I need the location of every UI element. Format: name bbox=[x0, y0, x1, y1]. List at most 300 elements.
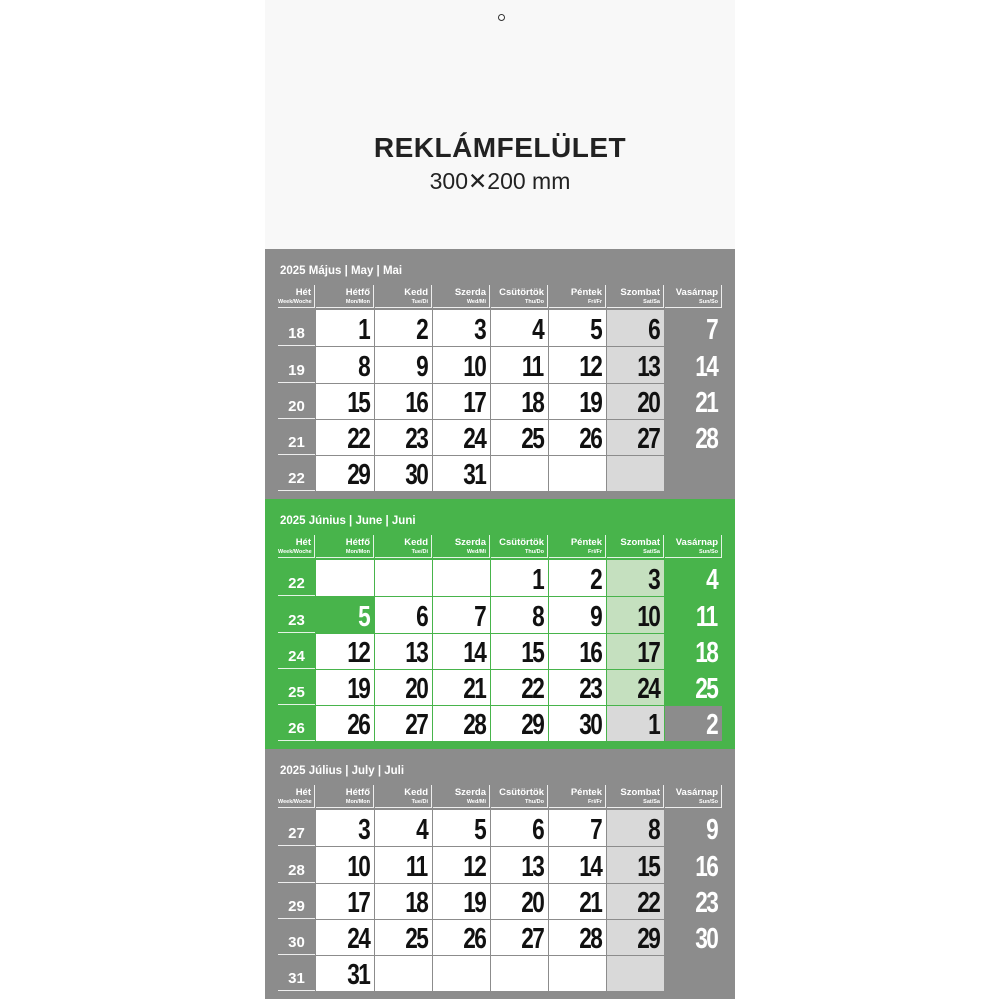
week-number-text: 30 bbox=[288, 934, 305, 951]
day-number: 5 bbox=[589, 314, 601, 346]
day-number: 18 bbox=[520, 387, 543, 419]
weekday-header bbox=[433, 535, 490, 558]
day-cell[interactable] bbox=[665, 347, 722, 383]
day-cell[interactable] bbox=[665, 560, 722, 596]
weekday-name: Vasárnap bbox=[675, 287, 718, 298]
day-cell[interactable] bbox=[316, 810, 374, 846]
weekday-name: Vasárnap bbox=[675, 537, 718, 548]
day-number: 7 bbox=[705, 314, 717, 346]
day-number: 24 bbox=[346, 923, 369, 955]
day-number: 21 bbox=[694, 387, 717, 419]
day-number: 25 bbox=[694, 673, 717, 705]
day-cell[interactable] bbox=[549, 634, 606, 669]
day-cell[interactable] bbox=[433, 884, 490, 919]
week-number-text: 22 bbox=[288, 575, 305, 592]
weekday-subtitle: Fri/Fr bbox=[587, 298, 602, 305]
day-number: 3 bbox=[647, 564, 659, 596]
day-cell[interactable] bbox=[375, 706, 432, 741]
weekday-header bbox=[278, 535, 315, 558]
weekday-name: Kedd bbox=[404, 787, 428, 798]
hanger-hole bbox=[498, 14, 505, 21]
day-cell[interactable] bbox=[491, 956, 548, 991]
day-cell[interactable] bbox=[665, 956, 722, 991]
day-number: 17 bbox=[462, 387, 485, 419]
day-number: 2 bbox=[589, 564, 601, 596]
week-number-text: 19 bbox=[288, 362, 305, 379]
day-cell[interactable] bbox=[665, 810, 722, 846]
advertising-panel bbox=[265, 0, 735, 249]
day-number: 18 bbox=[404, 887, 427, 919]
weekday-name: Szombat bbox=[620, 787, 660, 798]
day-cell[interactable] bbox=[549, 384, 606, 419]
weekday-name: Kedd bbox=[404, 537, 428, 548]
day-cell[interactable] bbox=[375, 456, 432, 491]
day-cell[interactable] bbox=[491, 456, 548, 491]
week-number bbox=[278, 847, 315, 883]
day-cell[interactable] bbox=[491, 706, 548, 741]
day-cell[interactable] bbox=[607, 560, 664, 596]
day-cell[interactable] bbox=[316, 706, 374, 741]
weekday-name: Szerda bbox=[454, 287, 486, 298]
day-cell[interactable] bbox=[607, 384, 664, 419]
day-cell[interactable] bbox=[433, 456, 490, 491]
day-cell[interactable] bbox=[549, 597, 606, 633]
weekday-header bbox=[607, 535, 664, 558]
weekday-subtitle: Wed/Mi bbox=[466, 548, 486, 555]
weekday-subtitle: Mon/Mon bbox=[345, 548, 370, 555]
day-number: 10 bbox=[346, 851, 369, 883]
weekday-header bbox=[607, 285, 664, 308]
day-cell[interactable] bbox=[549, 310, 606, 346]
day-cell[interactable] bbox=[433, 347, 490, 383]
ad-size: 300✕200 mm bbox=[429, 168, 571, 194]
weekday-subtitle: Mon/Mon bbox=[345, 798, 370, 805]
weekday-header bbox=[665, 785, 722, 808]
day-cell[interactable] bbox=[607, 670, 664, 705]
day-number: 27 bbox=[404, 709, 427, 741]
week-number-text: 26 bbox=[288, 720, 305, 737]
month-title: 2025 Június | June | Juni bbox=[280, 515, 416, 527]
day-cell[interactable] bbox=[665, 634, 722, 669]
week-number bbox=[278, 384, 315, 419]
day-cell[interactable] bbox=[491, 810, 548, 846]
ad-title: REKLÁMFELÜLET bbox=[373, 132, 627, 163]
day-number: 30 bbox=[578, 709, 601, 741]
week-number bbox=[278, 597, 315, 633]
day-cell[interactable] bbox=[316, 597, 374, 633]
day-number: 7 bbox=[589, 814, 601, 846]
day-cell[interactable] bbox=[665, 456, 722, 491]
day-number: 16 bbox=[694, 851, 717, 883]
day-number: 17 bbox=[636, 637, 659, 669]
weekday-header bbox=[549, 785, 606, 808]
day-cell[interactable] bbox=[607, 956, 664, 991]
day-number: 11 bbox=[696, 601, 717, 633]
weekday-subtitle: Tue/Di bbox=[411, 548, 428, 555]
weekday-subtitle: Sun/So bbox=[699, 298, 718, 305]
day-number: 21 bbox=[578, 887, 601, 919]
day-cell[interactable] bbox=[665, 920, 722, 955]
day-number: 9 bbox=[705, 814, 717, 846]
day-cell[interactable] bbox=[549, 956, 606, 991]
day-cell[interactable] bbox=[433, 670, 490, 705]
day-number: 22 bbox=[636, 887, 659, 919]
week-number-text: 25 bbox=[288, 684, 305, 701]
day-number: 11 bbox=[406, 851, 427, 883]
day-cell[interactable] bbox=[607, 310, 664, 346]
day-number: 24 bbox=[636, 673, 659, 705]
day-cell[interactable] bbox=[433, 706, 490, 741]
day-number: 26 bbox=[462, 923, 485, 955]
day-cell[interactable] bbox=[665, 670, 722, 705]
day-number: 10 bbox=[462, 351, 485, 383]
day-number: 14 bbox=[578, 851, 601, 883]
day-cell[interactable] bbox=[491, 597, 548, 633]
day-cell[interactable] bbox=[316, 560, 374, 596]
weekday-subtitle: Week/Woche bbox=[278, 798, 312, 805]
weekday-subtitle: Sun/So bbox=[699, 798, 718, 805]
day-number: 2 bbox=[705, 709, 717, 741]
day-cell[interactable] bbox=[665, 847, 722, 883]
day-number: 13 bbox=[520, 851, 543, 883]
day-number: 14 bbox=[694, 351, 717, 383]
day-number: 23 bbox=[694, 887, 717, 919]
day-cell[interactable] bbox=[549, 456, 606, 491]
weekday-subtitle: Tue/Di bbox=[411, 798, 428, 805]
day-cell[interactable] bbox=[433, 420, 490, 455]
weekday-name: Szombat bbox=[620, 537, 660, 548]
day-number: 12 bbox=[578, 351, 601, 383]
day-number: 3 bbox=[357, 814, 369, 846]
weekday-name: Hét bbox=[295, 287, 311, 298]
week-number-text: 29 bbox=[288, 898, 305, 915]
day-number: 13 bbox=[636, 351, 659, 383]
month-title: 2025 Május | May | Mai bbox=[280, 265, 403, 277]
week-number bbox=[278, 456, 315, 491]
day-cell[interactable] bbox=[375, 920, 432, 955]
day-number: 20 bbox=[520, 887, 543, 919]
day-cell[interactable] bbox=[375, 810, 432, 846]
day-number: 16 bbox=[578, 637, 601, 669]
day-cell[interactable] bbox=[549, 347, 606, 383]
weekday-header bbox=[433, 785, 490, 808]
day-number: 24 bbox=[462, 423, 485, 455]
weekday-subtitle: Fri/Fr bbox=[587, 548, 602, 555]
week-number-text: 27 bbox=[288, 825, 305, 842]
day-number: 31 bbox=[346, 959, 369, 991]
day-number: 27 bbox=[520, 923, 543, 955]
day-number: 8 bbox=[357, 351, 369, 383]
week-number-text: 24 bbox=[288, 648, 305, 665]
day-cell[interactable] bbox=[665, 420, 722, 455]
day-cell[interactable] bbox=[549, 420, 606, 455]
month-block bbox=[265, 499, 735, 749]
day-cell[interactable] bbox=[433, 597, 490, 633]
day-cell[interactable] bbox=[665, 884, 722, 919]
day-cell[interactable] bbox=[316, 670, 374, 705]
day-cell[interactable] bbox=[316, 956, 374, 991]
weekday-header bbox=[375, 785, 432, 808]
weekday-header bbox=[316, 785, 374, 808]
day-number: 4 bbox=[531, 314, 543, 346]
day-number: 9 bbox=[589, 601, 601, 633]
weekday-name: Hétfő bbox=[345, 537, 370, 548]
day-number: 9 bbox=[415, 351, 427, 383]
day-number: 19 bbox=[346, 673, 369, 705]
weekday-name: Szerda bbox=[454, 787, 486, 798]
day-cell[interactable] bbox=[316, 456, 374, 491]
day-cell[interactable] bbox=[491, 670, 548, 705]
weekday-header bbox=[491, 285, 548, 308]
weekday-header bbox=[491, 785, 548, 808]
day-number: 27 bbox=[636, 423, 659, 455]
day-cell[interactable] bbox=[433, 810, 490, 846]
week-number bbox=[278, 706, 315, 741]
weekday-subtitle: Thu/Do bbox=[525, 298, 544, 305]
weekday-subtitle: Mon/Mon bbox=[345, 298, 370, 305]
weekday-name: Péntek bbox=[570, 287, 602, 298]
day-cell[interactable] bbox=[433, 560, 490, 596]
day-number: 15 bbox=[636, 851, 659, 883]
day-number: 21 bbox=[462, 673, 485, 705]
day-number: 25 bbox=[520, 423, 543, 455]
day-cell[interactable] bbox=[375, 956, 432, 991]
week-number bbox=[278, 634, 315, 669]
day-cell[interactable] bbox=[607, 597, 664, 633]
day-number: 14 bbox=[462, 637, 485, 669]
day-cell[interactable] bbox=[549, 560, 606, 596]
day-number: 6 bbox=[531, 814, 543, 846]
day-number: 5 bbox=[357, 601, 369, 633]
weekday-name: Szerda bbox=[454, 537, 486, 548]
day-cell[interactable] bbox=[375, 670, 432, 705]
day-number: 22 bbox=[520, 673, 543, 705]
month-title: 2025 Július | July | Juli bbox=[280, 765, 405, 777]
day-cell[interactable] bbox=[375, 420, 432, 455]
day-number: 17 bbox=[346, 887, 369, 919]
weekday-header bbox=[316, 535, 374, 558]
day-cell[interactable] bbox=[549, 810, 606, 846]
weekday-name: Hétfő bbox=[345, 287, 370, 298]
weekday-subtitle: Fri/Fr bbox=[587, 798, 602, 805]
week-number bbox=[278, 420, 315, 455]
day-cell[interactable] bbox=[433, 956, 490, 991]
week-number-text: 31 bbox=[288, 970, 305, 987]
day-number: 10 bbox=[636, 601, 659, 633]
day-number: 23 bbox=[578, 673, 601, 705]
day-cell[interactable] bbox=[491, 310, 548, 346]
weekday-header bbox=[665, 535, 722, 558]
month-block bbox=[265, 249, 735, 499]
day-cell[interactable] bbox=[491, 384, 548, 419]
weekday-subtitle: Tue/Di bbox=[411, 298, 428, 305]
weekday-name: Hétfő bbox=[345, 787, 370, 798]
day-cell[interactable] bbox=[375, 847, 432, 883]
weekday-header bbox=[278, 785, 315, 808]
day-number: 8 bbox=[647, 814, 659, 846]
day-cell[interactable] bbox=[433, 310, 490, 346]
weekday-header bbox=[278, 285, 315, 308]
day-cell[interactable] bbox=[375, 347, 432, 383]
week-number-text: 20 bbox=[288, 398, 305, 415]
day-number: 5 bbox=[473, 814, 485, 846]
day-cell[interactable] bbox=[549, 847, 606, 883]
day-number: 6 bbox=[415, 601, 427, 633]
day-number: 12 bbox=[346, 637, 369, 669]
week-number bbox=[278, 956, 315, 991]
day-number: 1 bbox=[531, 564, 543, 596]
day-cell[interactable] bbox=[491, 884, 548, 919]
day-number: 8 bbox=[531, 601, 543, 633]
day-cell[interactable] bbox=[549, 920, 606, 955]
day-cell[interactable] bbox=[665, 597, 722, 633]
weekday-name: Hét bbox=[295, 787, 311, 798]
day-cell[interactable] bbox=[491, 560, 548, 596]
day-cell[interactable] bbox=[607, 920, 664, 955]
day-cell[interactable] bbox=[316, 420, 374, 455]
weekday-subtitle: Wed/Mi bbox=[466, 298, 486, 305]
week-number-text: 28 bbox=[288, 862, 305, 879]
weekday-name: Szombat bbox=[620, 287, 660, 298]
weekday-subtitle: Sat/Sa bbox=[643, 548, 660, 555]
day-number: 28 bbox=[462, 709, 485, 741]
day-cell[interactable] bbox=[316, 310, 374, 346]
day-number: 29 bbox=[520, 709, 543, 741]
week-number bbox=[278, 810, 315, 846]
day-cell[interactable] bbox=[607, 634, 664, 669]
week-number bbox=[278, 884, 315, 919]
day-number: 22 bbox=[346, 423, 369, 455]
day-cell[interactable] bbox=[375, 597, 432, 633]
weekday-header bbox=[549, 535, 606, 558]
day-cell[interactable] bbox=[607, 884, 664, 919]
day-cell[interactable] bbox=[549, 670, 606, 705]
day-cell[interactable] bbox=[433, 920, 490, 955]
week-number-text: 23 bbox=[288, 612, 305, 629]
day-number: 20 bbox=[404, 673, 427, 705]
day-number: 19 bbox=[462, 887, 485, 919]
day-cell[interactable] bbox=[375, 884, 432, 919]
day-cell[interactable] bbox=[316, 884, 374, 919]
day-number: 4 bbox=[705, 564, 717, 596]
day-number: 4 bbox=[415, 814, 427, 846]
weekday-subtitle: Week/Woche bbox=[278, 298, 312, 305]
day-number: 18 bbox=[694, 637, 717, 669]
week-number bbox=[278, 920, 315, 955]
day-cell[interactable] bbox=[607, 810, 664, 846]
day-number: 30 bbox=[404, 459, 427, 491]
weekday-name: Péntek bbox=[570, 537, 602, 548]
day-number: 28 bbox=[578, 923, 601, 955]
week-number-text: 22 bbox=[288, 470, 305, 487]
day-cell[interactable] bbox=[433, 847, 490, 883]
day-number: 23 bbox=[404, 423, 427, 455]
day-cell[interactable] bbox=[375, 310, 432, 346]
weekday-name: Csütörtök bbox=[499, 287, 544, 298]
day-cell[interactable] bbox=[607, 347, 664, 383]
day-number: 1 bbox=[357, 314, 369, 346]
day-number: 1 bbox=[647, 709, 659, 741]
weekday-name: Csütörtök bbox=[499, 537, 544, 548]
day-cell[interactable] bbox=[316, 384, 374, 419]
day-number: 13 bbox=[404, 637, 427, 669]
day-cell[interactable] bbox=[607, 706, 664, 741]
weekday-subtitle: Sun/So bbox=[699, 548, 718, 555]
day-number: 25 bbox=[404, 923, 427, 955]
weekday-header bbox=[549, 285, 606, 308]
day-cell[interactable] bbox=[491, 420, 548, 455]
weekday-header bbox=[375, 535, 432, 558]
day-cell[interactable] bbox=[665, 384, 722, 419]
day-cell[interactable] bbox=[665, 706, 722, 741]
day-cell[interactable] bbox=[549, 706, 606, 741]
day-number: 20 bbox=[636, 387, 659, 419]
day-cell[interactable] bbox=[375, 384, 432, 419]
weekday-header bbox=[316, 285, 374, 308]
day-cell[interactable] bbox=[491, 634, 548, 669]
week-number-text: 21 bbox=[288, 434, 305, 451]
day-cell[interactable] bbox=[491, 847, 548, 883]
day-number: 15 bbox=[346, 387, 369, 419]
day-number: 30 bbox=[694, 923, 717, 955]
week-number bbox=[278, 670, 315, 705]
day-number: 11 bbox=[522, 351, 543, 383]
weekday-subtitle: Sat/Sa bbox=[643, 798, 660, 805]
week-number bbox=[278, 310, 315, 346]
day-number: 29 bbox=[346, 459, 369, 491]
day-number: 26 bbox=[346, 709, 369, 741]
weekday-subtitle: Thu/Do bbox=[525, 798, 544, 805]
weekday-header bbox=[607, 785, 664, 808]
day-cell[interactable] bbox=[375, 634, 432, 669]
weekday-header bbox=[375, 285, 432, 308]
day-cell[interactable] bbox=[375, 560, 432, 596]
weekday-subtitle: Sat/Sa bbox=[643, 298, 660, 305]
day-number: 2 bbox=[415, 314, 427, 346]
month-block bbox=[265, 749, 735, 999]
day-cell[interactable] bbox=[316, 920, 374, 955]
day-cell[interactable] bbox=[433, 634, 490, 669]
day-number: 7 bbox=[473, 601, 485, 633]
day-number: 19 bbox=[578, 387, 601, 419]
weekday-name: Péntek bbox=[570, 787, 602, 798]
day-cell[interactable] bbox=[607, 456, 664, 491]
weekday-name: Kedd bbox=[404, 287, 428, 298]
day-cell[interactable] bbox=[491, 347, 548, 383]
weekday-header bbox=[665, 285, 722, 308]
day-cell[interactable] bbox=[433, 384, 490, 419]
weekday-name: Hét bbox=[295, 537, 311, 548]
day-number: 26 bbox=[578, 423, 601, 455]
week-number-text: 18 bbox=[288, 325, 305, 342]
day-cell[interactable] bbox=[607, 847, 664, 883]
day-cell[interactable] bbox=[316, 634, 374, 669]
day-number: 31 bbox=[462, 459, 485, 491]
day-number: 16 bbox=[404, 387, 427, 419]
day-cell[interactable] bbox=[491, 920, 548, 955]
weekday-subtitle: Wed/Mi bbox=[466, 798, 486, 805]
week-number bbox=[278, 347, 315, 383]
day-cell[interactable] bbox=[665, 310, 722, 346]
day-cell[interactable] bbox=[316, 847, 374, 883]
day-cell[interactable] bbox=[316, 347, 374, 383]
day-cell[interactable] bbox=[607, 420, 664, 455]
weekday-name: Vasárnap bbox=[675, 787, 718, 798]
weekday-header bbox=[491, 535, 548, 558]
day-cell[interactable] bbox=[549, 884, 606, 919]
weekday-header bbox=[433, 285, 490, 308]
weekday-name: Csütörtök bbox=[499, 787, 544, 798]
